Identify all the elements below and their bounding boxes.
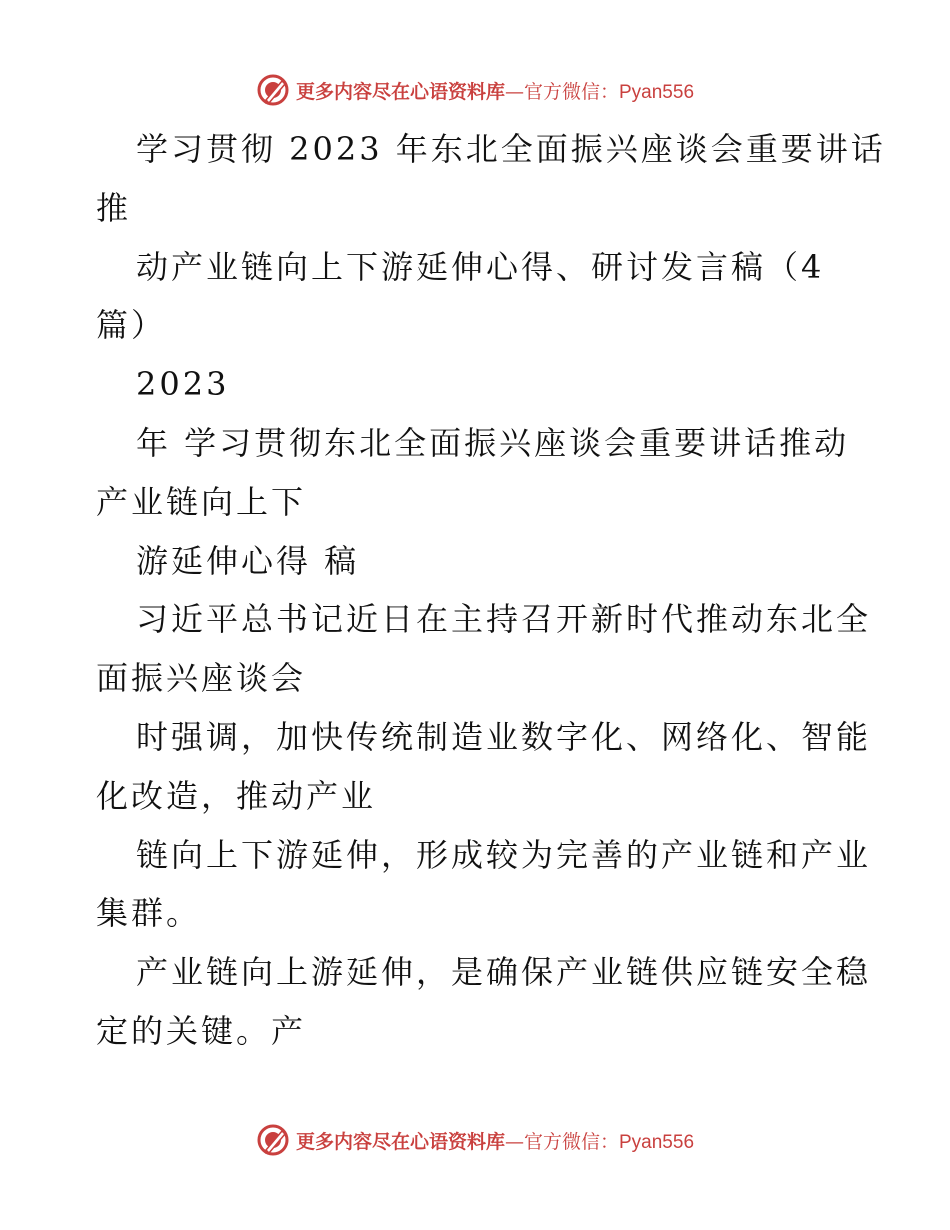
- wechat-id: Pyan556: [619, 81, 695, 103]
- banner-separator: —: [504, 1130, 524, 1153]
- paragraph-line: 定的关键。产: [96, 1011, 307, 1050]
- paragraph-line: 集群。: [96, 894, 202, 933]
- title-line-4: 篇）: [96, 306, 167, 345]
- banner-separator: —: [504, 80, 524, 103]
- paragraph-line: 时强调，加快传统制造业数字化、网络化、智能: [136, 717, 872, 756]
- subtitle-line-2: 年 学习贯彻东北全面振兴座谈会重要讲话推动: [136, 423, 850, 462]
- paragraph-line: 链向上下游延伸，形成较为完善的产业链和产业: [136, 835, 872, 874]
- footer-banner-text: [296, 1127, 694, 1154]
- paragraph-line: 习近平总书记近日在主持召开新时代推动东北全: [136, 600, 872, 639]
- paragraph-line: 化改造，推动产业: [96, 776, 377, 815]
- wechat-id: Pyan556: [619, 1131, 695, 1153]
- wechat-label: 官方微信：: [523, 1130, 619, 1153]
- brand-logo-icon: [256, 73, 290, 107]
- header-banner: [0, 70, 950, 110]
- brand-logo-icon: [256, 1123, 290, 1157]
- paragraph-line: 产业链向上游延伸，是确保产业链供应链安全稳: [136, 953, 872, 992]
- title-line-3: 动产业链向上下游延伸心得、研讨发言稿（4: [136, 247, 825, 286]
- paragraph-line: 面振兴座谈会: [96, 659, 307, 698]
- brand-text: 更多内容尽在心语资料库: [295, 1130, 505, 1153]
- wechat-label: 官方微信：: [523, 80, 619, 103]
- header-banner-text: [296, 77, 694, 104]
- subtitle-line-4: 游延伸心得 稿: [136, 541, 360, 580]
- subtitle-line-3: 产业链向上下: [96, 482, 307, 521]
- document-body: [96, 120, 886, 1061]
- subtitle-line-1: 2023: [136, 365, 230, 404]
- footer-banner: [0, 1120, 950, 1160]
- brand-text: 更多内容尽在心语资料库: [295, 80, 505, 103]
- title-line-2: 推: [96, 188, 132, 227]
- title-line-1: 学习贯彻 2023 年东北全面振兴座谈会重要讲话: [136, 130, 886, 168]
